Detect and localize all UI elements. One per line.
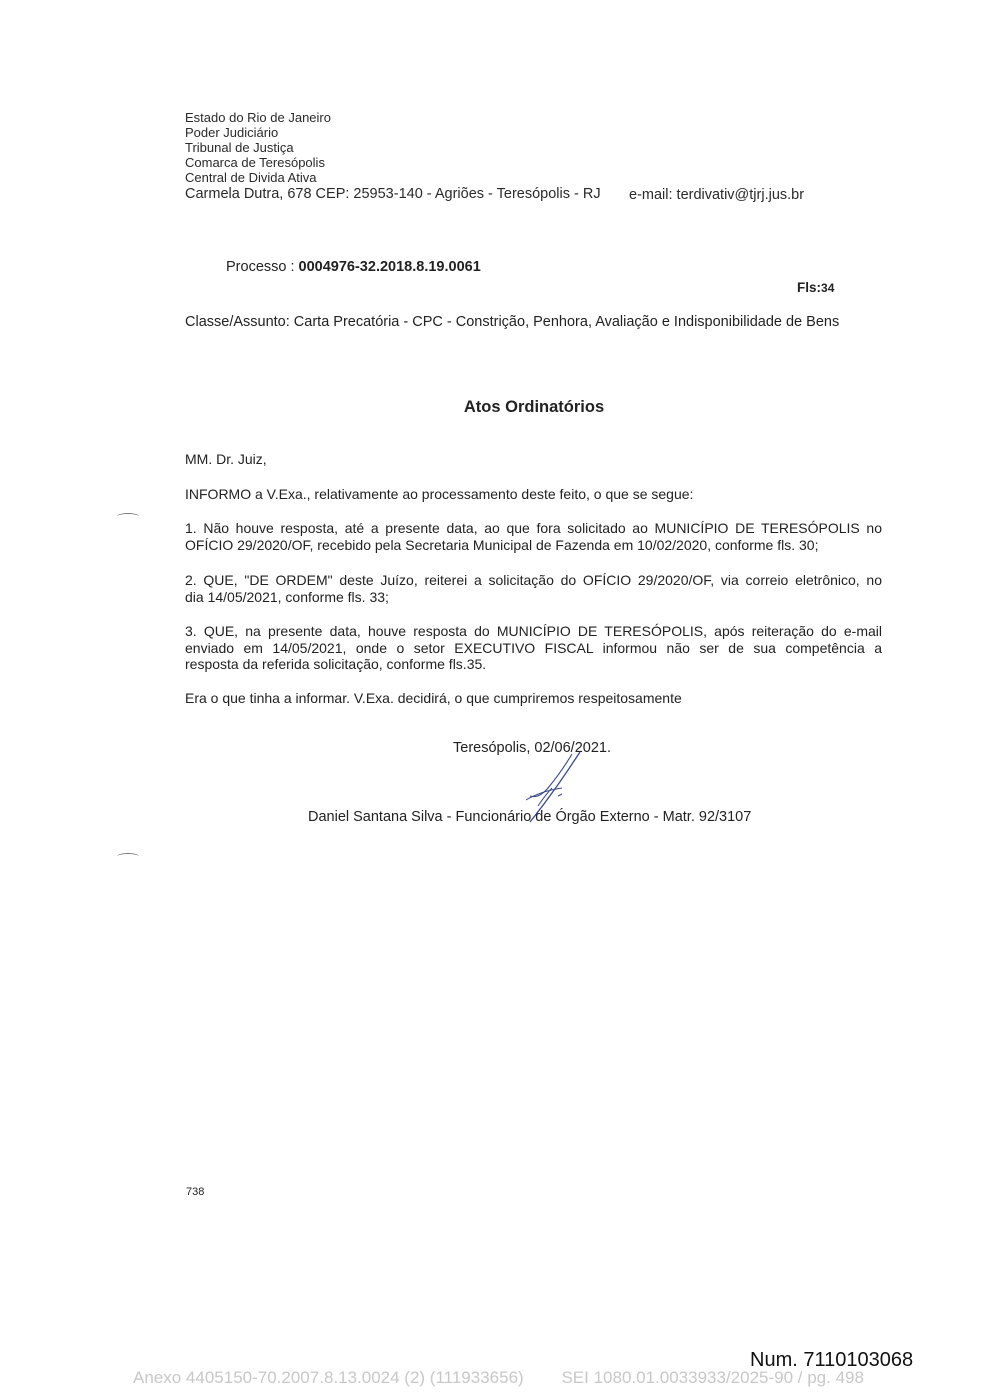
footer-watermark: Anexo 4405150-70.2007.8.13.0024 (2) (111933656) SEI 1080.01.0033933/2025-90 / pg. 498	[133, 1368, 864, 1387]
processo-number: 0004976-32.2018.8.19.0061	[298, 259, 481, 275]
item-1-line-2: OFÍCIO 29/2020/OF, recebido pela Secretaria Municipal de Fazenda em 10/02/2020, conforme fls. 30;	[185, 536, 819, 553]
item-1	[185, 520, 882, 553]
item-2	[185, 572, 882, 605]
document-title: Atos Ordinatórios	[463, 398, 605, 416]
place-date: Teresópolis, 02/06/2021.	[453, 740, 611, 756]
item-3-line-1: 3. QUE, na presente data, houve resposta do MUNICÍPIO DE TERESÓPOLIS, após reiteração do e-mail	[185, 623, 882, 639]
fls-label: Fls:	[797, 280, 822, 295]
processo-line	[226, 259, 481, 275]
item-3	[185, 623, 882, 673]
header-line-judiciary: Poder Judiciário	[185, 125, 279, 140]
item-2-line-2: dia 14/05/2021, conforme fls. 33;	[185, 588, 389, 605]
closing-paragraph: Era o que tinha a informar. V.Exa. decidirá, o que cumpriremos respeitosamente	[185, 690, 682, 706]
header-line-central: Central de Divida Ativa	[185, 170, 317, 185]
header-line-tribunal: Tribunal de Justiça	[185, 140, 294, 155]
header-address: Carmela Dutra, 678 CEP: 25953-140 - Agriões - Teresópolis - RJ	[185, 186, 601, 202]
classe-assunto: Classe/Assunto: Carta Precatória - CPC - Constrição, Penhora, Avaliação e Indisponibilidade de Bens	[185, 314, 840, 330]
signatory: Daniel Santana Silva - Funcionário de Órgão Externo - Matr. 92/3107	[308, 809, 752, 825]
page-code: 738	[186, 1186, 205, 1198]
salutation: MM. Dr. Juiz,	[185, 451, 267, 467]
header-line-comarca: Comarca de Teresópolis	[185, 155, 325, 170]
document-number: Num. 7110103068	[750, 1349, 914, 1371]
scan-mark	[117, 853, 139, 860]
header-line-state: Estado do Rio de Janeiro	[185, 110, 331, 125]
intro-paragraph: INFORMO a V.Exa., relativamente ao processamento deste feito, o que se segue:	[185, 486, 694, 502]
item-1-line-1: 1. Não houve resposta, até a presente data, ao que fora solicitado ao MUNICÍPIO DE TERESÓPOLIS no	[185, 520, 882, 536]
fls-line	[797, 280, 834, 295]
item-3-line-3: resposta da referida solicitação, conforme fls.35.	[185, 656, 487, 672]
scan-mark	[117, 513, 139, 520]
item-3-line-2: enviado em 14/05/2021, onde o setor EXECUTIVO FISCAL informou não ser de sua competência a	[185, 639, 882, 656]
header-email: e-mail: terdivativ@tjrj.jus.br	[629, 187, 805, 203]
item-2-line-1: 2. QUE, "DE ORDEM" deste Juízo, reiterei a solicitação do OFÍCIO 29/2020/OF, via correio eletrônico, no	[185, 572, 882, 588]
fls-value: 34	[821, 281, 835, 295]
processo-label: Processo :	[226, 259, 295, 275]
